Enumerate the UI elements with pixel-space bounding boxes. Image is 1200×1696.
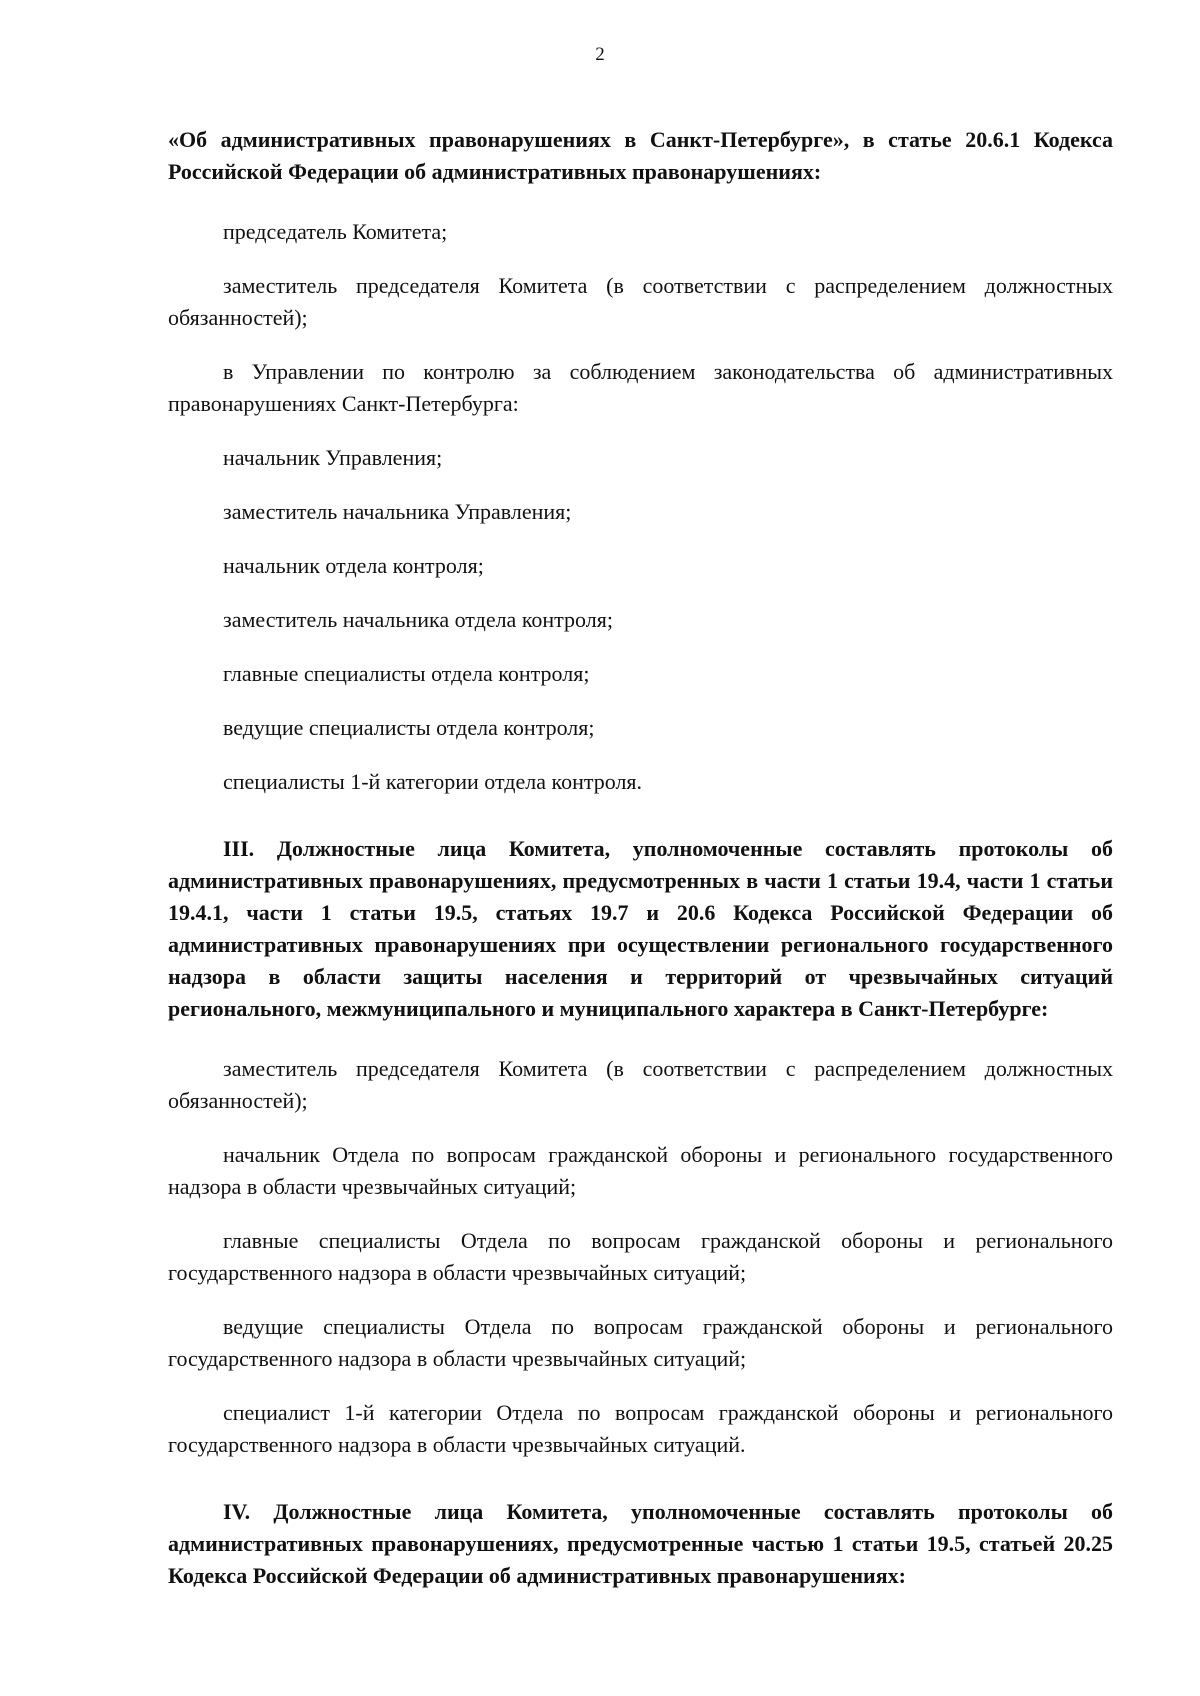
list-item: главные специалисты отдела контроля; — [223, 661, 590, 686]
list-item: начальник Управления; — [223, 445, 443, 470]
intro-bold-text: «Об административных правонарушениях в Санкт-Петербурге», в статье 20.6.1 Кодекса Российской Федерации об административных правонарушениях: — [168, 127, 1113, 184]
list-item: заместитель начальника отдела контроля; — [223, 607, 613, 632]
list-item: ведущие специалисты отдела контроля; — [223, 715, 595, 740]
list-item: специалист 1-й категории Отдела по вопросам гражданской обороны и регионального государственного надзора в области чрезвычайных ситуаций. — [168, 1400, 1113, 1457]
list-item: председатель Комитета; — [223, 219, 448, 244]
page-number: 2 — [595, 44, 605, 65]
list-item: главные специалисты Отдела по вопросам гражданской обороны и регионального государственного надзора в области чрезвычайных ситуаций; — [168, 1228, 1113, 1285]
list-item: начальник отдела контроля; — [223, 553, 484, 578]
section-4-heading: IV. Должностные лица Комитета, уполномоченные составлять протоколы об административных правонарушениях, предусмотренные частью 1 статьи 19.5, статьей 20.25 Кодекса Российской Федерации об административных правонарушениях: — [168, 1499, 1113, 1588]
list-item: заместитель председателя Комитета (в соответствии с распределением должностных обязанностей); — [168, 273, 1113, 330]
section-3-heading: III. Должностные лица Комитета, уполномоченные составлять протоколы об административных правонарушениях, предусмотренных в части 1 статьи 19.4, части 1 статьи 19.4.1, части 1 статьи 19.5, статьях 19.7 и 20.6 Кодекса Российской Федерации об административных правонарушениях при осуществлении регионального государственного надзора в области защиты населения и территорий от чрезвычайных ситуаций регионального, межмуниципального и муниципального характера в Санкт-Петербурге: — [168, 836, 1113, 1021]
list-item: ведущие специалисты Отдела по вопросам гражданской обороны и регионального государственного надзора в области чрезвычайных ситуаций; — [168, 1314, 1113, 1371]
document-body — [168, 102, 1113, 1620]
list-item: начальник Отдела по вопросам гражданской обороны и регионального государственного надзора в области чрезвычайных ситуаций; — [168, 1142, 1113, 1199]
list-item: в Управлении по контролю за соблюдением законодательства об административных правонарушениях Санкт-Петербурга: — [168, 359, 1113, 416]
list-item: специалисты 1-й категории отдела контроля. — [223, 769, 643, 794]
list-item: заместитель председателя Комитета (в соответствии с распределением должностных обязанностей); — [168, 1056, 1113, 1113]
list-item: заместитель начальника Управления; — [223, 499, 572, 524]
